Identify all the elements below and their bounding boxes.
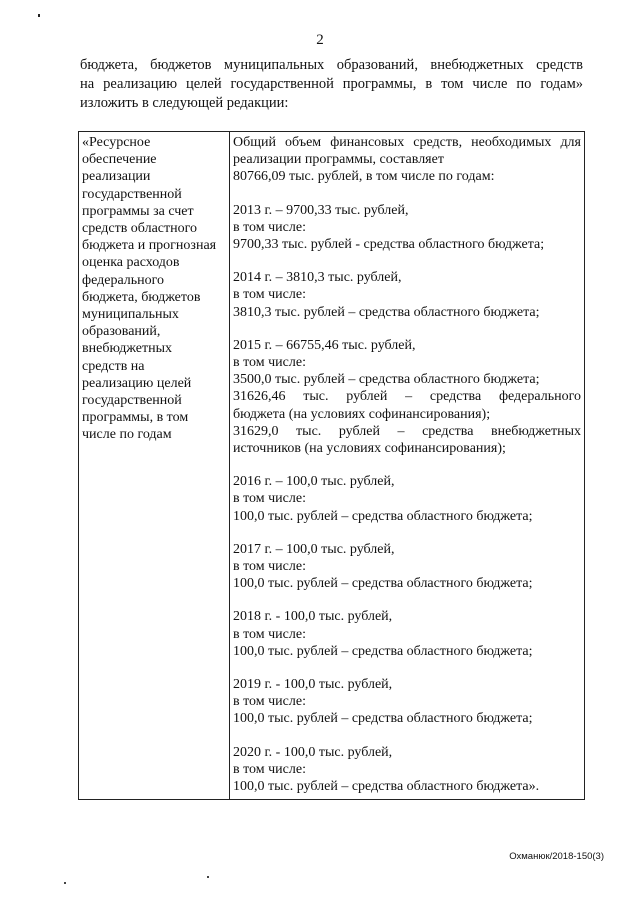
page-number: 2 <box>316 32 324 48</box>
label-line: реализацию целей <box>82 375 192 391</box>
year-detail-line: 100,0 тыс. рублей – средства областного бюджета; <box>233 643 533 659</box>
year-header: 2018 г. - 100,0 тыс. рублей, <box>233 609 393 625</box>
intro-paragraph <box>80 56 583 113</box>
year-detail-line: 9700,33 тыс. рублей - средства областного бюджета; <box>233 237 545 253</box>
label-line: федерального <box>82 272 165 288</box>
label-line: программы, в том <box>82 410 189 426</box>
summary-line: 80766,09 тыс. рублей, в том числе по годам: <box>233 169 495 185</box>
year-detail-line: 100,0 тыс. рублей – средства областного бюджета». <box>233 779 540 795</box>
label-line: числе по годам <box>82 427 172 443</box>
label-line: оценка расходов <box>82 255 180 271</box>
year-header: 2020 г. - 100,0 тыс. рублей, <box>233 744 393 760</box>
year-detail-line: источников (на условиях софинансирования); <box>233 441 506 457</box>
year-detail-line: 100,0 тыс. рублей – средства областного бюджета; <box>233 711 533 727</box>
year-subheader: в том числе: <box>233 491 306 507</box>
intro-line: бюджета, бюджетов муниципальных образований, внебюджетных средств <box>80 57 583 73</box>
year-subheader: в том числе: <box>233 626 306 642</box>
resource-value-cell <box>230 132 585 800</box>
year-subheader: в том числе: <box>233 287 306 303</box>
year-detail-line: 31629,0 тыс. рублей – средства внебюджетных <box>233 423 581 439</box>
table-row <box>79 132 585 800</box>
year-header: 2013 г. – 9700,33 тыс. рублей, <box>233 202 409 218</box>
label-line: внебюджетных <box>82 341 173 357</box>
year-detail-line: 3810,3 тыс. рублей – средства областного бюджета; <box>233 304 540 320</box>
label-line: государственной <box>82 186 182 202</box>
label-line: средств на <box>82 358 145 374</box>
label-line: образований, <box>82 324 161 340</box>
scan-speck <box>64 882 66 884</box>
label-line: «Ресурсное <box>82 135 151 150</box>
year-detail-line: 3500,0 тыс. рублей – средства областного бюджета; <box>233 372 540 388</box>
label-line: государственной <box>82 393 182 409</box>
year-detail-line: 100,0 тыс. рублей – средства областного бюджета; <box>233 508 533 524</box>
intro-line: на реализацию целей государственной программы, в том числе по годам» <box>80 76 583 92</box>
year-header: 2019 г. - 100,0 тыс. рублей, <box>233 677 393 693</box>
document-code: Охманюк/2018-150(3) <box>509 851 604 862</box>
summary-line: реализации программы, составляет <box>233 152 444 168</box>
year-header: 2015 г. – 66755,46 тыс. рублей, <box>233 337 416 353</box>
label-line: бюджета и прогнозная <box>82 238 217 254</box>
label-line: программы за счет <box>82 203 194 219</box>
year-subheader: в том числе: <box>233 559 306 575</box>
scan-speck <box>38 14 40 17</box>
year-subheader: в том числе: <box>233 694 306 710</box>
label-line: обеспечение <box>82 152 157 168</box>
year-subheader: в том числе: <box>233 355 306 371</box>
label-line: муниципальных <box>82 307 179 323</box>
year-detail-line: бюджета (на условиях софинансирования); <box>233 406 491 422</box>
year-detail-line: 100,0 тыс. рублей – средства областного бюджета; <box>233 576 533 592</box>
intro-line: изложить в следующей редакции: <box>80 95 289 111</box>
label-line: средств областного <box>82 221 198 237</box>
year-detail-line: 31626,46 тыс. рублей – средства федерального <box>233 389 581 405</box>
year-subheader: в том числе: <box>233 761 306 777</box>
year-header: 2016 г. – 100,0 тыс. рублей, <box>233 474 395 490</box>
label-line: реализации <box>82 169 151 185</box>
year-header: 2014 г. – 3810,3 тыс. рублей, <box>233 270 402 286</box>
label-line: бюджета, бюджетов <box>82 289 201 305</box>
year-header: 2017 г. – 100,0 тыс. рублей, <box>233 541 395 557</box>
summary-line: Общий объем финансовых средств, необходимых для <box>233 135 581 150</box>
year-subheader: в том числе: <box>233 219 306 235</box>
resource-label-cell <box>79 132 230 800</box>
resource-table <box>78 131 585 800</box>
scan-speck <box>207 876 209 878</box>
